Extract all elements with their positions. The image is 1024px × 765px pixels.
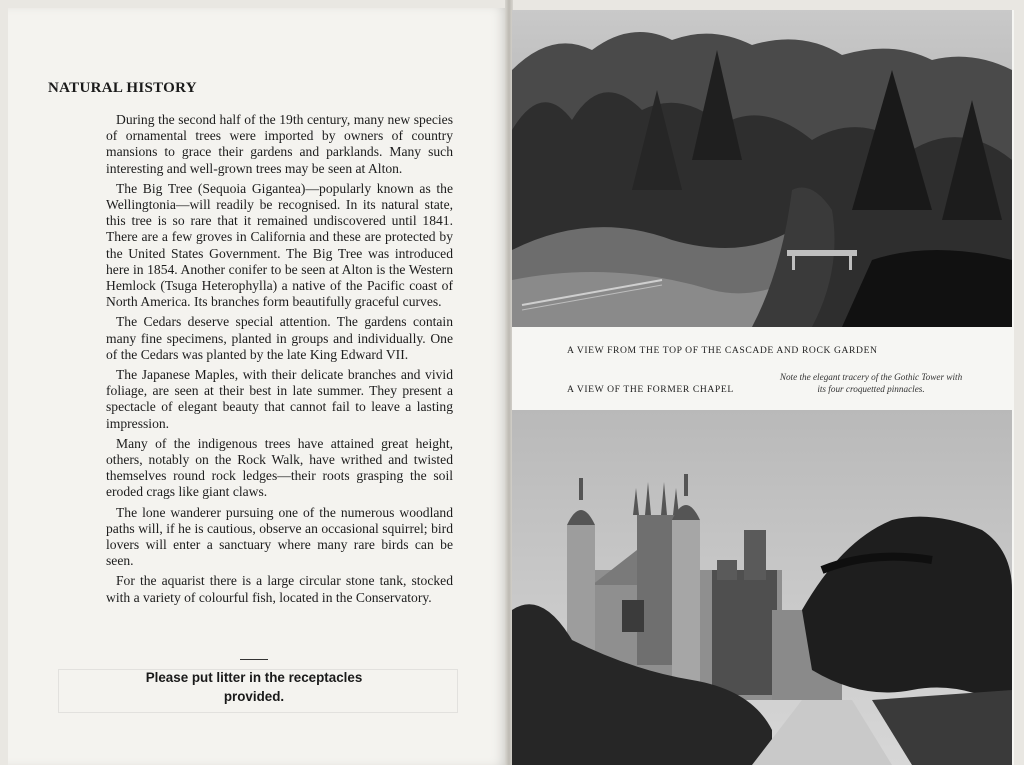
caption-chapel: A VIEW OF THE FORMER CHAPEL <box>567 384 734 395</box>
paragraph: The Japanese Maples, with their delicate branches and vivid foliage, are seen at their best in late summer. They present a spectacle of elegant beauty that cannot fail to leave a lasting impression. <box>106 367 453 431</box>
right-page <box>512 10 1014 765</box>
caption-note-line1: Note the elegant tracery of the Gothic Tower with <box>779 372 963 382</box>
page-heading: NATURAL HISTORY <box>48 80 197 96</box>
caption-note <box>738 371 1004 395</box>
divider-rule <box>240 659 268 660</box>
paragraph: Many of the indigenous trees have attained great height, others, notably on the Rock Walk, have writhed and twisted themselves round rock ledges—their roots grasping the soil eroded crags like giant claws. <box>106 435 453 500</box>
paragraph: The Big Tree (Sequoia Gigantea)—popularly known as the Wellingtonia—will readily be recognised. In its natural state, this tree is so rare that it remained undiscovered until 1841. There are a few groves in California and these are protected by the United States Government. The Big Tree was introduced here in 1854. Another conifer to be seen at Alton is the Western Hemlock (Tsuga Heterophylla) a native of the Pacific coast of North America. Its branches form beautifully graceful curves. <box>106 180 453 310</box>
litter-notice <box>120 668 388 706</box>
former-chapel-photo <box>512 410 1012 765</box>
paragraph: The lone wanderer pursuing one of the numerous woodland paths will, if he is cautious, observe an occasional squirrel; bird lovers will enter a sanctuary where many rare birds can be seen. <box>106 504 453 569</box>
caption-note-line2: its four croquetted pinnacles. <box>817 384 925 394</box>
article-body <box>106 112 453 610</box>
paragraph: For the aquarist there is a large circular stone tank, stocked with a variety of colourful fish, located in the Conservatory. <box>106 573 453 605</box>
caption-cascade: A VIEW FROM THE TOP OF THE CASCADE AND ROCK GARDEN <box>567 345 878 356</box>
cascade-rock-garden-photo <box>512 10 1012 327</box>
litter-notice-line2: provided. <box>223 689 285 704</box>
paragraph: During the second half of the 19th century, many new species of ornamental trees were imported by owners of country mansions to grace their gardens and parklands. Many such interesting and well-grown trees may be seen at Alton. <box>106 112 453 176</box>
litter-notice-line1: Please put litter in the receptacles <box>145 670 363 685</box>
paragraph: The Cedars deserve special attention. The gardens contain many fine specimens, planted in groups and individually. One of the Cedars was planted by the late King Edward VII. <box>106 314 453 362</box>
